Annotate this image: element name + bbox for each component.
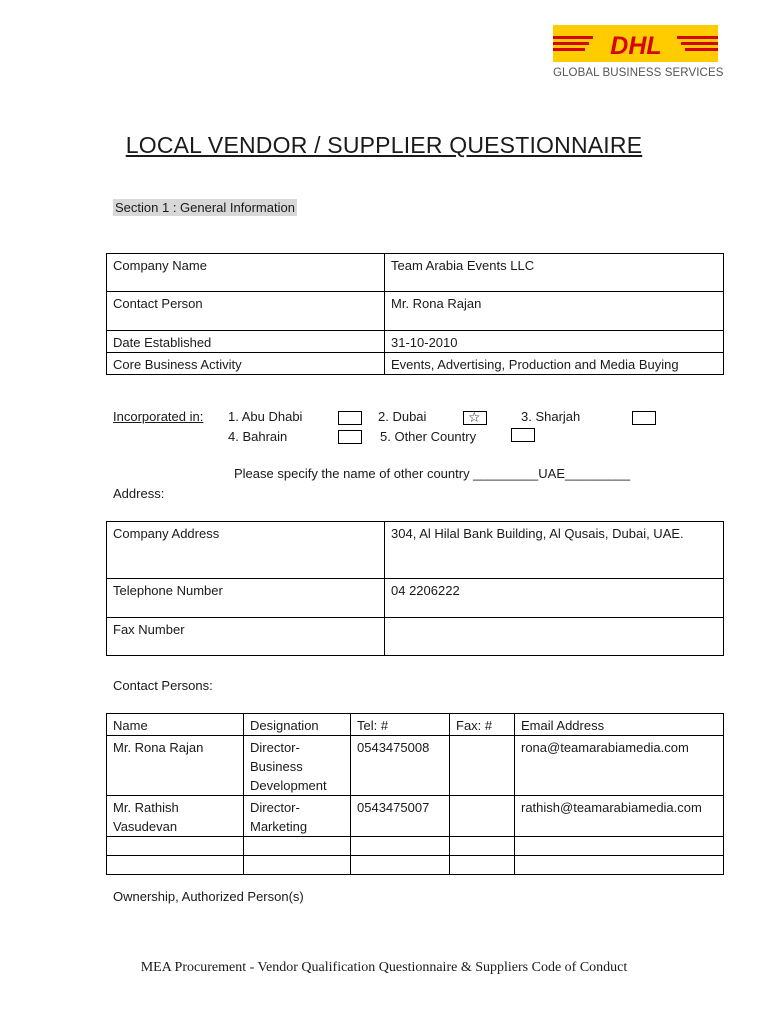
contact-fax bbox=[450, 837, 515, 856]
table-row bbox=[107, 579, 724, 618]
contact-fax bbox=[450, 796, 515, 837]
contact-tel: 0543475008 bbox=[351, 736, 450, 796]
field-value: Team Arabia Events LLC bbox=[385, 254, 724, 292]
column-header: Name bbox=[107, 714, 244, 736]
contact-name bbox=[107, 837, 244, 856]
contact-fax bbox=[450, 856, 515, 875]
table-row bbox=[107, 522, 724, 579]
contact-tel bbox=[351, 837, 450, 856]
other-country-line bbox=[234, 466, 630, 481]
column-header: Email Address bbox=[515, 714, 724, 736]
table-row bbox=[107, 796, 724, 837]
field-label: Core Business Activity bbox=[107, 353, 385, 375]
contact-fax bbox=[450, 736, 515, 796]
option-label-bahrain: 4. Bahrain bbox=[228, 429, 288, 444]
other-country-underline: _________ bbox=[565, 466, 631, 481]
field-label: Fax Number bbox=[107, 618, 385, 656]
contacts-table bbox=[106, 713, 724, 875]
table-header-row bbox=[107, 714, 724, 736]
page-title: LOCAL VENDOR / SUPPLIER QUESTIONNAIRE bbox=[125, 132, 643, 158]
section-label: Section 1 : General Information bbox=[115, 200, 295, 215]
field-value: Events, Advertising, Production and Media Buying bbox=[385, 353, 724, 375]
contact-name: Mr. Rathish Vasudevan bbox=[107, 796, 244, 837]
contact-email bbox=[515, 837, 724, 856]
field-label: Date Established bbox=[107, 331, 385, 353]
column-header: Tel: # bbox=[351, 714, 450, 736]
field-value: 304, Al Hilal Bank Building, Al Qusais, Dubai, UAE. bbox=[385, 522, 724, 579]
table-row bbox=[107, 856, 724, 875]
contact-email: rona@teamarabiamedia.com bbox=[515, 736, 724, 796]
general-info-table bbox=[106, 253, 724, 375]
field-value: Mr. Rona Rajan bbox=[385, 292, 724, 331]
option-label-abu-dhabi: 1. Abu Dhabi bbox=[228, 409, 303, 424]
contact-name bbox=[107, 856, 244, 875]
contact-name: Mr. Rona Rajan bbox=[107, 736, 244, 796]
checkbox-other-country[interactable] bbox=[511, 428, 535, 442]
checkbox-abu-dhabi[interactable] bbox=[338, 411, 362, 425]
star-check-icon: ☆ bbox=[468, 409, 481, 425]
table-row bbox=[107, 331, 724, 353]
field-label: Company Name bbox=[107, 254, 385, 292]
contact-designation: Director- Marketing bbox=[244, 796, 351, 837]
table-row bbox=[107, 254, 724, 292]
contacts-heading: Contact Persons: bbox=[113, 678, 213, 693]
column-header: Fax: # bbox=[450, 714, 515, 736]
contact-email: rathish@teamarabiamedia.com bbox=[515, 796, 724, 837]
other-country-value: UAE bbox=[538, 466, 565, 481]
dhl-logo-mark bbox=[553, 25, 718, 62]
field-value: 04 2206222 bbox=[385, 579, 724, 618]
checkbox-bahrain[interactable] bbox=[338, 430, 362, 444]
column-header: Designation bbox=[244, 714, 351, 736]
field-label: Telephone Number bbox=[107, 579, 385, 618]
dhl-logo-text: DHL bbox=[610, 32, 662, 60]
address-table bbox=[106, 521, 724, 656]
contact-designation bbox=[244, 856, 351, 875]
contact-designation bbox=[244, 837, 351, 856]
table-row bbox=[107, 353, 724, 375]
contact-tel: 0543475007 bbox=[351, 796, 450, 837]
option-label-sharjah: 3. Sharjah bbox=[521, 409, 581, 424]
address-heading: Address: bbox=[113, 486, 165, 501]
option-label-other-country: 5. Other Country bbox=[380, 429, 477, 444]
table-row bbox=[107, 736, 724, 796]
contact-email bbox=[515, 856, 724, 875]
checkbox-sharjah[interactable] bbox=[632, 411, 656, 425]
field-label: Contact Person bbox=[107, 292, 385, 331]
other-country-prompt: Please specify the name of other country _________ bbox=[234, 466, 539, 481]
field-value bbox=[385, 618, 724, 656]
contact-designation: Director- Business Development bbox=[244, 736, 351, 796]
incorporated-label: Incorporated in: bbox=[113, 409, 204, 424]
field-value: 31-10-2010 bbox=[385, 331, 724, 353]
ownership-heading: Ownership, Authorized Person(s) bbox=[113, 889, 304, 904]
table-row bbox=[107, 837, 724, 856]
logo-subtitle: GLOBAL BUSINESS SERVICES bbox=[553, 67, 724, 79]
checkbox-dubai[interactable] bbox=[463, 411, 487, 425]
table-row bbox=[107, 292, 724, 331]
dhl-logo bbox=[553, 25, 724, 79]
table-row bbox=[107, 618, 724, 656]
page-footer: MEA Procurement - Vendor Qualification Questionnaire & Suppliers Code of Conduct bbox=[140, 960, 628, 975]
dhl-logo-bar bbox=[553, 25, 718, 62]
option-label-dubai: 2. Dubai bbox=[378, 409, 427, 424]
field-label: Company Address bbox=[107, 522, 385, 579]
contact-tel bbox=[351, 856, 450, 875]
